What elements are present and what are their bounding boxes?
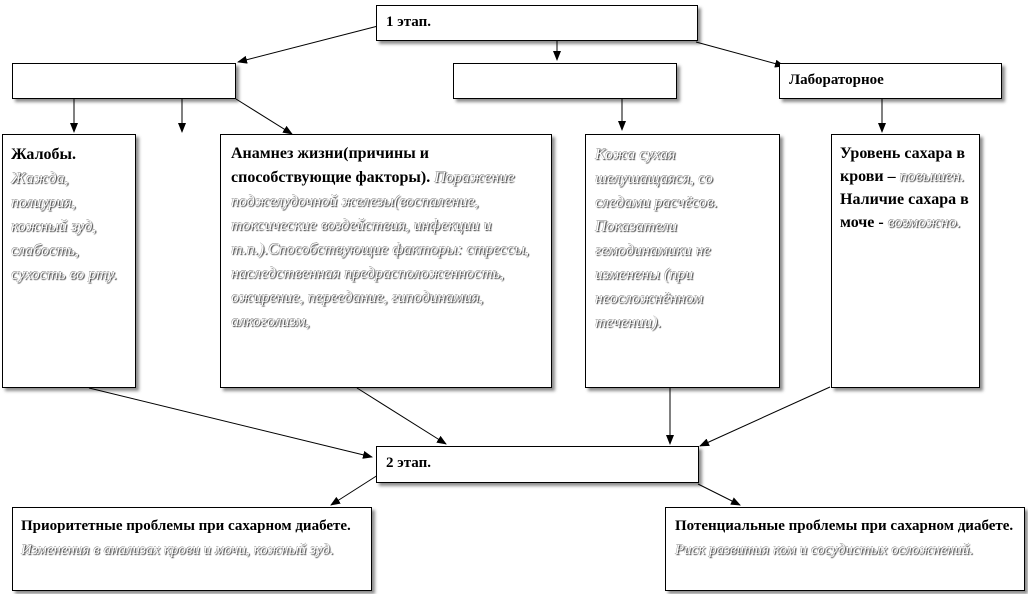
middle-category-box	[453, 63, 677, 99]
potential-title: Потенциальные проблемы при сахарном диабете.	[675, 518, 1014, 534]
stage1-title: 1 этап.	[386, 14, 431, 30]
skin-text: Кожа сухая шелушащаяся, со следами расчёсов. Показатели гемодинамики не изменены (при неосложнённом течении).	[595, 146, 718, 331]
arrow-complaints-to-stage2	[89, 388, 372, 457]
stage1-box	[376, 5, 698, 41]
arrow-stage1-to-lab	[696, 42, 784, 66]
blood-sugar-title: Уровень сахара в крови –	[840, 145, 965, 185]
stage2-title: 2 этап.	[386, 455, 431, 471]
anamnesis-box	[220, 134, 552, 388]
lab-category-box	[779, 63, 1002, 99]
urine-sugar-value: возможно.	[887, 214, 961, 231]
priority-text: Изменения в анализах крови и мочи, кожный зуд.	[21, 542, 334, 558]
arrow-stage1-to-left	[238, 26, 378, 62]
urine-sugar-title: Наличие сахара в моче -	[840, 191, 969, 231]
left-category-box	[12, 63, 236, 99]
arrow-anamnesis-to-stage2	[357, 388, 446, 444]
arrow-lab-to-stage2	[700, 387, 830, 446]
priority-title: Приоритетные проблемы при сахарном диабете.	[21, 518, 351, 534]
skin-box	[585, 134, 780, 388]
potential-problems-box	[665, 507, 1025, 591]
potential-text: Риск развития ком и сосудистых осложнений.	[675, 542, 974, 558]
complaints-text: Жажда, полиурия, кожный зуд, слабость, сухость во рту.	[11, 170, 118, 283]
anamnesis-text: Поражение поджелудочной железы(воспаление, токсические воздействия, инфекции и т.п.).Способствующие факторы: стрессы, наследственная предрасположенность, ожирение, переедание, гиподинамия, алкоголизм,	[231, 169, 530, 330]
arrow-stage2-to-potential	[698, 484, 740, 505]
arrow-left-to-anamnesis	[236, 99, 292, 134]
arrow-stage2-to-priority	[331, 475, 378, 505]
complaints-box	[2, 134, 136, 388]
lab-results-box	[831, 134, 980, 388]
anamnesis-title: Анамнез жизни(причины и способствующие факторы).	[231, 145, 431, 186]
blood-sugar-value: повышен.	[899, 168, 965, 185]
lab-category-label: Лабораторное	[789, 72, 884, 88]
stage2-box	[376, 446, 699, 483]
complaints-title: Жалобы.	[11, 146, 77, 163]
priority-problems-box	[12, 507, 372, 591]
